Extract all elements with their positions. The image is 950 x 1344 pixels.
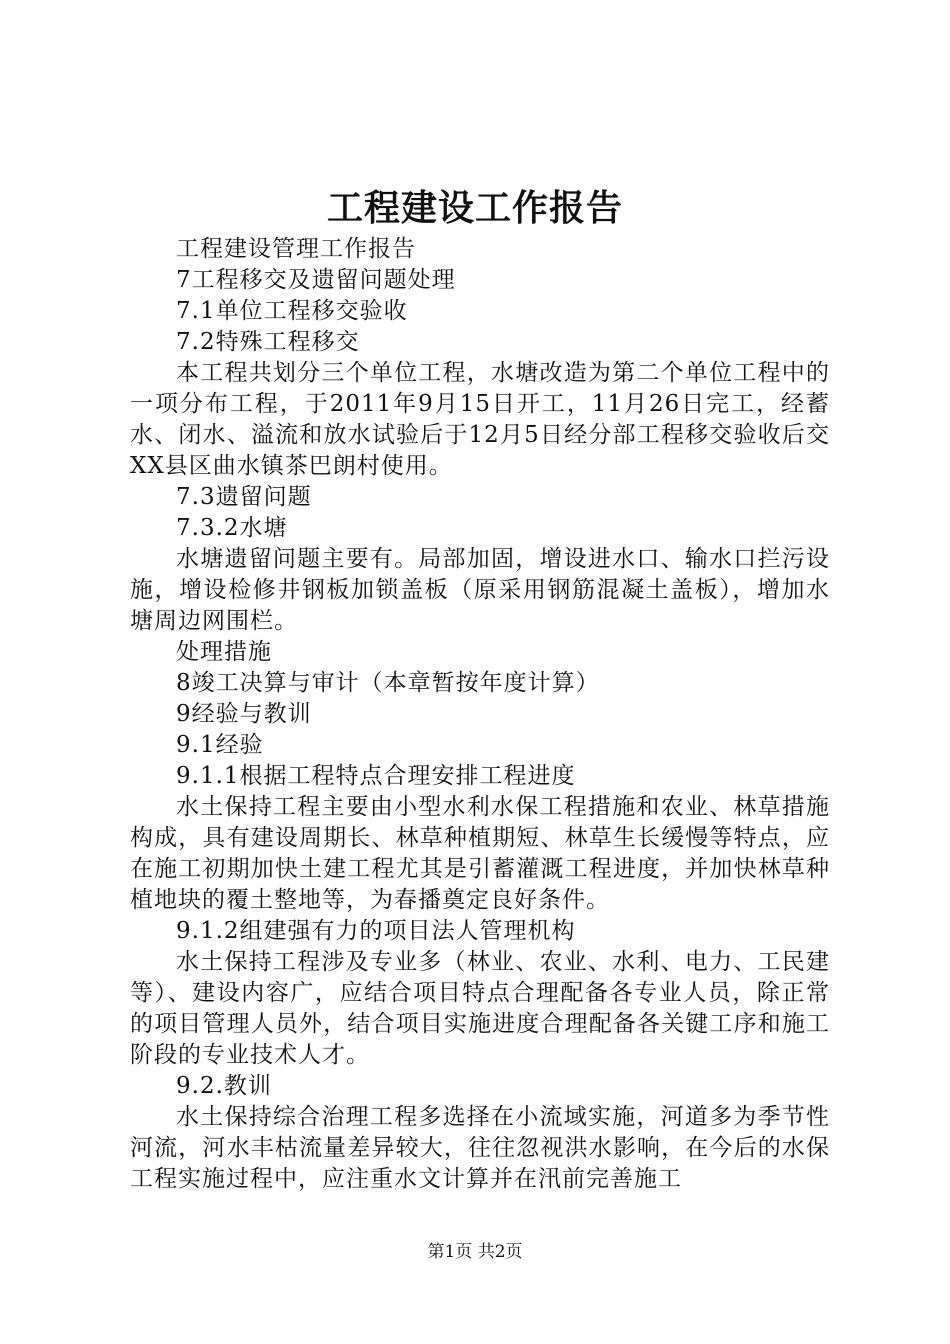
paragraph-management: 水土保持工程涉及专业多（林业、农业、水利、电力、工民建等）、建设内容广，应结合项目特点合理配备各专业人员，除正常的项目管理人员外，结合项目实施进度合理配备各关键工序和施工阶段的专业技术人才。 xyxy=(130,949,830,1068)
heading-section-7-1: 7.1单位工程移交验收 xyxy=(176,298,408,324)
document-title: 工程建设工作报告 xyxy=(326,187,623,229)
heading-section-9-2: 9.2.教训 xyxy=(176,1073,272,1099)
heading-section-9-1-2: 9.1.2组建强有力的项目法人管理机构 xyxy=(176,918,576,944)
paragraph-handover: 本工程共划分三个单位工程，水塘改造为第二个单位工程中的一项分布工程，于2011年9月15日开工，11月26日完工，经蓄水、闭水、溢流和放水试验后于12月5日经分部工程移交验收后交XX县区曲水镇茶巴朗村使用。 xyxy=(130,360,830,479)
heading-section-7-2: 7.2特殊工程移交 xyxy=(176,329,360,355)
document-body xyxy=(130,234,830,1195)
page-footer: 第1页 共2页 xyxy=(427,1242,523,1262)
heading-section-7: 7工程移交及遗留问题处理 xyxy=(176,267,456,293)
heading-section-7-3-2: 7.3.2水塘 xyxy=(176,515,288,541)
paragraph-pond-issues: 水塘遗留问题主要有。局部加固，增设进水口、输水口拦污设施，增设检修井钢板加锁盖板（原采用钢筋混凝土盖板），增加水塘周边网围栏。 xyxy=(130,546,830,634)
heading-section-9: 9经验与教训 xyxy=(176,701,312,727)
heading-measures: 处理措施 xyxy=(176,639,272,665)
paragraph-progress: 水土保持工程主要由小型水利水保工程措施和农业、林草措施构成，具有建设周期长、林草种植期短、林草生长缓慢等特点，应在施工初期加快土建工程尤其是引蓄灌溉工程进度，并加快林草种植地块的覆土整地等，为春播奠定良好条件。 xyxy=(130,794,830,913)
heading-section-8: 8竣工决算与审计（本章暂按年度计算） xyxy=(176,670,600,696)
paragraph-report-subtitle: 工程建设管理工作报告 xyxy=(176,236,416,262)
paragraph-lessons: 水土保持综合治理工程多选择在小流域实施，河道多为季节性河流，河水丰枯流量差异较大，往往忽视洪水影响，在今后的水保工程实施过程中，应注重水文计算并在汛前完善施工 xyxy=(130,1104,830,1192)
heading-section-7-3: 7.3遗留问题 xyxy=(176,484,312,510)
heading-section-9-1: 9.1经验 xyxy=(176,732,264,758)
heading-section-9-1-1: 9.1.1根据工程特点合理安排工程进度 xyxy=(176,763,576,789)
